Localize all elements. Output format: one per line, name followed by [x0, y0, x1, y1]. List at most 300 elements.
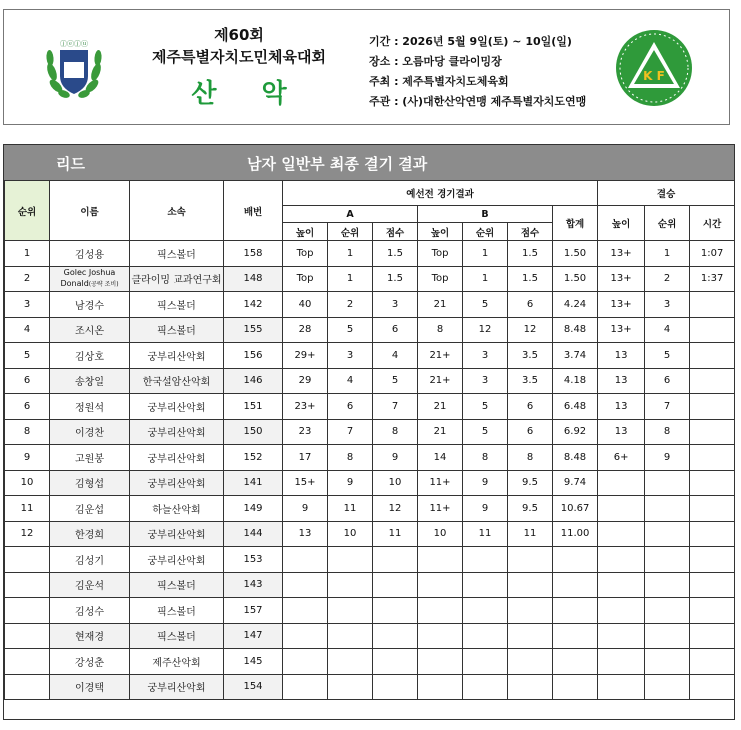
cell-b-height: [418, 623, 463, 649]
cell-final-rank: [645, 623, 690, 649]
cell-total: 11.00: [553, 521, 598, 547]
cell-b-rank: 9: [463, 496, 508, 522]
cell-bib: 145: [224, 649, 283, 675]
cell-bib: 151: [224, 394, 283, 420]
cell-a-rank: [328, 547, 373, 573]
cell-final-height: 13: [598, 343, 645, 369]
cell-rank: 1: [5, 241, 50, 267]
cell-team: 궁부리산악회: [130, 445, 224, 471]
cell-final-height: [598, 572, 645, 598]
cell-a-height: 29+: [283, 343, 328, 369]
cell-a-rank: 11: [328, 496, 373, 522]
cell-total: [553, 547, 598, 573]
cell-b-rank: [463, 649, 508, 675]
cell-final-rank: 8: [645, 419, 690, 445]
cell-final-height: 13: [598, 394, 645, 420]
cell-a-height: Top: [283, 241, 328, 267]
cell-name: [50, 266, 130, 292]
cell-a-rank: 1: [328, 241, 373, 267]
info-host: 주최 : 제주특별자치도체육회: [369, 75, 509, 88]
cell-rank: [5, 598, 50, 624]
header-prelim: 예선전 경기결과: [283, 181, 598, 206]
cell-rank: 10: [5, 470, 50, 496]
cell-bib: 144: [224, 521, 283, 547]
cell-rank: [5, 623, 50, 649]
cell-bib: 142: [224, 292, 283, 318]
cell-rank: [5, 674, 50, 700]
results-title: 남자 일반부 최종 결기 결과: [247, 155, 428, 173]
cell-team: 궁부리산악회: [130, 394, 224, 420]
cell-rank: 3: [5, 292, 50, 318]
cell-b-height: 21+: [418, 368, 463, 394]
cell-a-score: 12: [373, 496, 418, 522]
cell-b-rank: [463, 598, 508, 624]
cell-name: 김성수: [50, 598, 130, 624]
title-block: [124, 24, 354, 116]
cell-name: 이경찬: [50, 419, 130, 445]
cell-a-height: 23: [283, 419, 328, 445]
cell-b-height: Top: [418, 241, 463, 267]
cell-a-score: 5: [373, 368, 418, 394]
cell-final-height: 13+: [598, 241, 645, 267]
header-rank: 순위: [5, 181, 50, 241]
cell-a-height: [283, 649, 328, 675]
cell-a-rank: [328, 572, 373, 598]
cell-name: 한경희: [50, 521, 130, 547]
header-route-b: B: [418, 206, 553, 223]
cell-b-score: 3.5: [508, 343, 553, 369]
cell-final-time: [690, 674, 735, 700]
cell-a-score: 8: [373, 419, 418, 445]
cell-final-time: [690, 343, 735, 369]
cell-total: [553, 572, 598, 598]
cell-final-height: [598, 521, 645, 547]
cell-b-height: 11+: [418, 496, 463, 522]
cell-b-rank: [463, 674, 508, 700]
cell-final-time: [690, 623, 735, 649]
cell-name: 고원봉: [50, 445, 130, 471]
table-row: [5, 623, 735, 649]
cell-a-height: 17: [283, 445, 328, 471]
cell-bib: 156: [224, 343, 283, 369]
cell-a-rank: 6: [328, 394, 373, 420]
cell-a-rank: 5: [328, 317, 373, 343]
header-final-rank: 순위: [645, 206, 690, 241]
cell-rank: [5, 547, 50, 573]
header-b-rank: 순위: [463, 223, 508, 241]
cell-b-score: [508, 623, 553, 649]
cell-b-rank: 1: [463, 266, 508, 292]
cell-final-time: [690, 317, 735, 343]
cell-team: 궁부리산악회: [130, 419, 224, 445]
header-final: 결승: [598, 181, 735, 206]
info-organizer: 주관 : (사)대한산악연맹 제주특별자치도연맹: [369, 95, 587, 108]
cell-a-score: [373, 572, 418, 598]
cell-b-rank: 1: [463, 241, 508, 267]
cell-rank: 8: [5, 419, 50, 445]
cell-total: 8.48: [553, 317, 598, 343]
event-info: [369, 32, 586, 112]
cell-a-rank: 3: [328, 343, 373, 369]
header-b-height: 높이: [418, 223, 463, 241]
cell-a-score: [373, 649, 418, 675]
cell-a-score: 7: [373, 394, 418, 420]
cell-name: 이경택: [50, 674, 130, 700]
cell-a-rank: 4: [328, 368, 373, 394]
cell-b-score: 9.5: [508, 496, 553, 522]
cell-team: 궁부리산악회: [130, 470, 224, 496]
cell-b-score: [508, 674, 553, 700]
cell-final-time: [690, 547, 735, 573]
header-bib: 배번: [224, 181, 283, 241]
cell-total: 8.48: [553, 445, 598, 471]
cell-final-time: [690, 368, 735, 394]
cell-b-height: 11+: [418, 470, 463, 496]
cell-b-height: 14: [418, 445, 463, 471]
cell-b-height: [418, 649, 463, 675]
cell-b-score: 1.5: [508, 241, 553, 267]
header-b-score: 점수: [508, 223, 553, 241]
table-row: [5, 241, 735, 267]
cell-team: 픽스볼더: [130, 572, 224, 598]
cell-final-rank: [645, 598, 690, 624]
cell-rank: 6: [5, 394, 50, 420]
cell-b-score: 1.5: [508, 266, 553, 292]
cell-final-time: [690, 470, 735, 496]
cell-rank: 5: [5, 343, 50, 369]
cell-final-height: [598, 649, 645, 675]
cell-final-height: 13+: [598, 266, 645, 292]
cell-a-height: [283, 547, 328, 573]
cell-bib: 146: [224, 368, 283, 394]
cell-bib: 143: [224, 572, 283, 598]
cell-b-height: 21: [418, 394, 463, 420]
cell-name: 송창일: [50, 368, 130, 394]
cell-a-score: 9: [373, 445, 418, 471]
cell-team: 궁부리산악회: [130, 674, 224, 700]
cell-a-height: [283, 623, 328, 649]
cell-final-time: [690, 394, 735, 420]
cell-final-rank: [645, 649, 690, 675]
cell-b-score: 9.5: [508, 470, 553, 496]
cell-team: 한국설암산악회: [130, 368, 224, 394]
cell-a-rank: 9: [328, 470, 373, 496]
cell-b-rank: 5: [463, 419, 508, 445]
cell-a-score: 1.5: [373, 266, 418, 292]
cell-bib: 153: [224, 547, 283, 573]
cell-a-height: 40: [283, 292, 328, 318]
cell-name: 정원석: [50, 394, 130, 420]
cell-b-height: 21: [418, 419, 463, 445]
cell-a-height: 29: [283, 368, 328, 394]
cell-final-rank: 9: [645, 445, 690, 471]
cell-bib: 157: [224, 598, 283, 624]
cell-final-height: 13+: [598, 317, 645, 343]
cell-b-score: 6: [508, 419, 553, 445]
cell-bib: 148: [224, 266, 283, 292]
cell-a-score: 1.5: [373, 241, 418, 267]
cell-a-rank: [328, 598, 373, 624]
cell-final-height: [598, 547, 645, 573]
cell-total: 4.24: [553, 292, 598, 318]
cell-final-rank: [645, 572, 690, 598]
header-a-rank: 순위: [328, 223, 373, 241]
cell-name: 김운석: [50, 572, 130, 598]
cell-final-rank: 7: [645, 394, 690, 420]
cell-a-rank: [328, 649, 373, 675]
cell-b-score: 3.5: [508, 368, 553, 394]
cell-a-score: [373, 547, 418, 573]
cell-final-rank: 1: [645, 241, 690, 267]
cell-a-rank: 8: [328, 445, 373, 471]
cell-b-rank: 5: [463, 292, 508, 318]
category-label: 리드: [56, 155, 85, 173]
cell-b-height: Top: [418, 266, 463, 292]
cell-bib: 154: [224, 674, 283, 700]
cell-bib: 155: [224, 317, 283, 343]
cell-b-rank: 12: [463, 317, 508, 343]
cell-bib: 149: [224, 496, 283, 522]
cell-b-score: [508, 598, 553, 624]
cell-team: 하늘산악회: [130, 496, 224, 522]
cell-rank: 4: [5, 317, 50, 343]
table-row: [5, 394, 735, 420]
cell-total: 1.50: [553, 241, 598, 267]
table-row: [5, 368, 735, 394]
table-row: [5, 470, 735, 496]
table-row: [5, 674, 735, 700]
table-row: [5, 445, 735, 471]
player-name-note: (공략 조비): [88, 281, 119, 289]
cell-total: 6.48: [553, 394, 598, 420]
cell-a-score: 6: [373, 317, 418, 343]
climbing-federation-emblem-icon: [614, 28, 694, 108]
cell-a-height: 23+: [283, 394, 328, 420]
cell-final-rank: [645, 470, 690, 496]
cell-name: 강성춘: [50, 649, 130, 675]
header-a-height: 높이: [283, 223, 328, 241]
table-row: [5, 598, 735, 624]
cell-rank: 12: [5, 521, 50, 547]
cell-a-height: [283, 674, 328, 700]
cell-a-rank: [328, 623, 373, 649]
cell-bib: 150: [224, 419, 283, 445]
cell-final-height: [598, 496, 645, 522]
cell-b-rank: 3: [463, 343, 508, 369]
cell-b-height: [418, 547, 463, 573]
sport-name: 산 악: [191, 79, 305, 109]
cell-b-score: 8: [508, 445, 553, 471]
table-row: [5, 419, 735, 445]
cell-name: 현재경: [50, 623, 130, 649]
cell-final-rank: [645, 496, 690, 522]
cell-final-time: [690, 496, 735, 522]
cell-a-rank: 10: [328, 521, 373, 547]
cell-b-rank: 5: [463, 394, 508, 420]
table-row: [5, 572, 735, 598]
cell-final-height: [598, 674, 645, 700]
cell-name: 김성기: [50, 547, 130, 573]
header-final-height: 높이: [598, 206, 645, 241]
cell-total: [553, 649, 598, 675]
cell-bib: 152: [224, 445, 283, 471]
header-name: 이름: [50, 181, 130, 241]
cell-a-score: [373, 674, 418, 700]
cell-b-height: [418, 598, 463, 624]
cell-team: 궁부리산악회: [130, 343, 224, 369]
cell-name: 김형섭: [50, 470, 130, 496]
cell-rank: 2: [5, 266, 50, 292]
cell-name: 김성용: [50, 241, 130, 267]
cell-total: 6.92: [553, 419, 598, 445]
cell-team: 픽스볼더: [130, 241, 224, 267]
cell-final-time: [690, 521, 735, 547]
results-body: [5, 241, 735, 700]
cell-a-rank: 7: [328, 419, 373, 445]
table-row: [5, 547, 735, 573]
cell-a-height: 9: [283, 496, 328, 522]
cell-name: 남경수: [50, 292, 130, 318]
cell-b-score: 6: [508, 292, 553, 318]
cell-b-score: 12: [508, 317, 553, 343]
cell-rank: 11: [5, 496, 50, 522]
cell-b-height: 10: [418, 521, 463, 547]
cell-rank: 9: [5, 445, 50, 471]
table-row: [5, 521, 735, 547]
cell-final-time: [690, 649, 735, 675]
cell-a-score: [373, 598, 418, 624]
header-total: 합계: [553, 206, 598, 241]
cell-final-rank: 4: [645, 317, 690, 343]
cell-total: 9.74: [553, 470, 598, 496]
cell-a-height: [283, 598, 328, 624]
cell-final-time: 1:07: [690, 241, 735, 267]
cell-a-score: [373, 623, 418, 649]
header-final-time: 시간: [690, 206, 735, 241]
cell-team: 클라이밍 교과연구회: [130, 266, 224, 292]
cell-total: 3.74: [553, 343, 598, 369]
cell-final-time: [690, 292, 735, 318]
cell-a-rank: 2: [328, 292, 373, 318]
results-banner: [4, 145, 734, 180]
cell-bib: 147: [224, 623, 283, 649]
cell-rank: 6: [5, 368, 50, 394]
cell-final-time: 1:37: [690, 266, 735, 292]
player-name: Golec Joshua Donald: [60, 268, 116, 289]
cell-final-time: [690, 572, 735, 598]
header-a-score: 점수: [373, 223, 418, 241]
cell-final-height: 13: [598, 368, 645, 394]
cell-final-time: [690, 419, 735, 445]
table-row: [5, 649, 735, 675]
event-header: [3, 9, 730, 125]
cell-total: [553, 598, 598, 624]
cell-final-rank: [645, 674, 690, 700]
cell-bib: 141: [224, 470, 283, 496]
cell-b-rank: [463, 547, 508, 573]
cell-a-height: 15+: [283, 470, 328, 496]
svg-text:ⓙⓔⓙⓤ: ⓙⓔⓙⓤ: [60, 40, 88, 48]
cell-bib: 158: [224, 241, 283, 267]
cell-a-height: [283, 572, 328, 598]
cell-rank: [5, 572, 50, 598]
cell-a-score: 3: [373, 292, 418, 318]
cell-b-score: [508, 572, 553, 598]
header-route-a: A: [283, 206, 418, 223]
edition-label: 제60회: [214, 26, 264, 44]
cell-name: 김상호: [50, 343, 130, 369]
cell-final-height: 13: [598, 419, 645, 445]
cell-final-rank: [645, 547, 690, 573]
cell-final-rank: 6: [645, 368, 690, 394]
cell-b-score: [508, 649, 553, 675]
svg-text:K F: K F: [643, 69, 665, 83]
cell-total: [553, 623, 598, 649]
cell-a-height: Top: [283, 266, 328, 292]
results-table-panel: [3, 144, 735, 720]
cell-team: 픽스볼더: [130, 292, 224, 318]
cell-final-time: [690, 445, 735, 471]
cell-b-height: [418, 674, 463, 700]
cell-b-score: 11: [508, 521, 553, 547]
cell-team: 궁부리산악회: [130, 547, 224, 573]
cell-a-rank: [328, 674, 373, 700]
cell-team: 제주산악회: [130, 649, 224, 675]
info-period: 기간 : 2026년 5월 9일(토) ~ 10일(일): [369, 35, 572, 48]
cell-final-height: [598, 598, 645, 624]
table-row: [5, 266, 735, 292]
cell-b-score: [508, 547, 553, 573]
cell-a-score: 10: [373, 470, 418, 496]
cell-b-height: 21: [418, 292, 463, 318]
cell-total: 1.50: [553, 266, 598, 292]
cell-b-rank: [463, 572, 508, 598]
cell-b-score: 6: [508, 394, 553, 420]
cell-final-height: [598, 623, 645, 649]
cell-b-height: [418, 572, 463, 598]
cell-final-rank: 3: [645, 292, 690, 318]
cell-final-rank: 5: [645, 343, 690, 369]
cell-team: 픽스볼더: [130, 598, 224, 624]
cell-final-height: 13+: [598, 292, 645, 318]
table-row: [5, 496, 735, 522]
cell-b-height: 8: [418, 317, 463, 343]
cell-b-rank: [463, 623, 508, 649]
cell-total: 10.67: [553, 496, 598, 522]
cell-a-height: 13: [283, 521, 328, 547]
table-row: [5, 343, 735, 369]
cell-a-rank: 1: [328, 266, 373, 292]
cell-final-height: [598, 470, 645, 496]
cell-total: [553, 674, 598, 700]
cell-team: 픽스볼더: [130, 623, 224, 649]
cell-final-height: 6+: [598, 445, 645, 471]
cell-final-rank: 2: [645, 266, 690, 292]
cell-final-rank: [645, 521, 690, 547]
cell-final-time: [690, 598, 735, 624]
cell-team: 궁부리산악회: [130, 521, 224, 547]
event-name: 제주특별자치도민체육대회: [152, 48, 326, 66]
cell-b-rank: 9: [463, 470, 508, 496]
cell-team: 픽스볼더: [130, 317, 224, 343]
cell-rank: [5, 649, 50, 675]
table-row: [5, 292, 735, 318]
header-team: 소속: [130, 181, 224, 241]
cell-name: 김운섭: [50, 496, 130, 522]
cell-a-score: 11: [373, 521, 418, 547]
table-row: [5, 317, 735, 343]
cell-b-height: 21+: [418, 343, 463, 369]
